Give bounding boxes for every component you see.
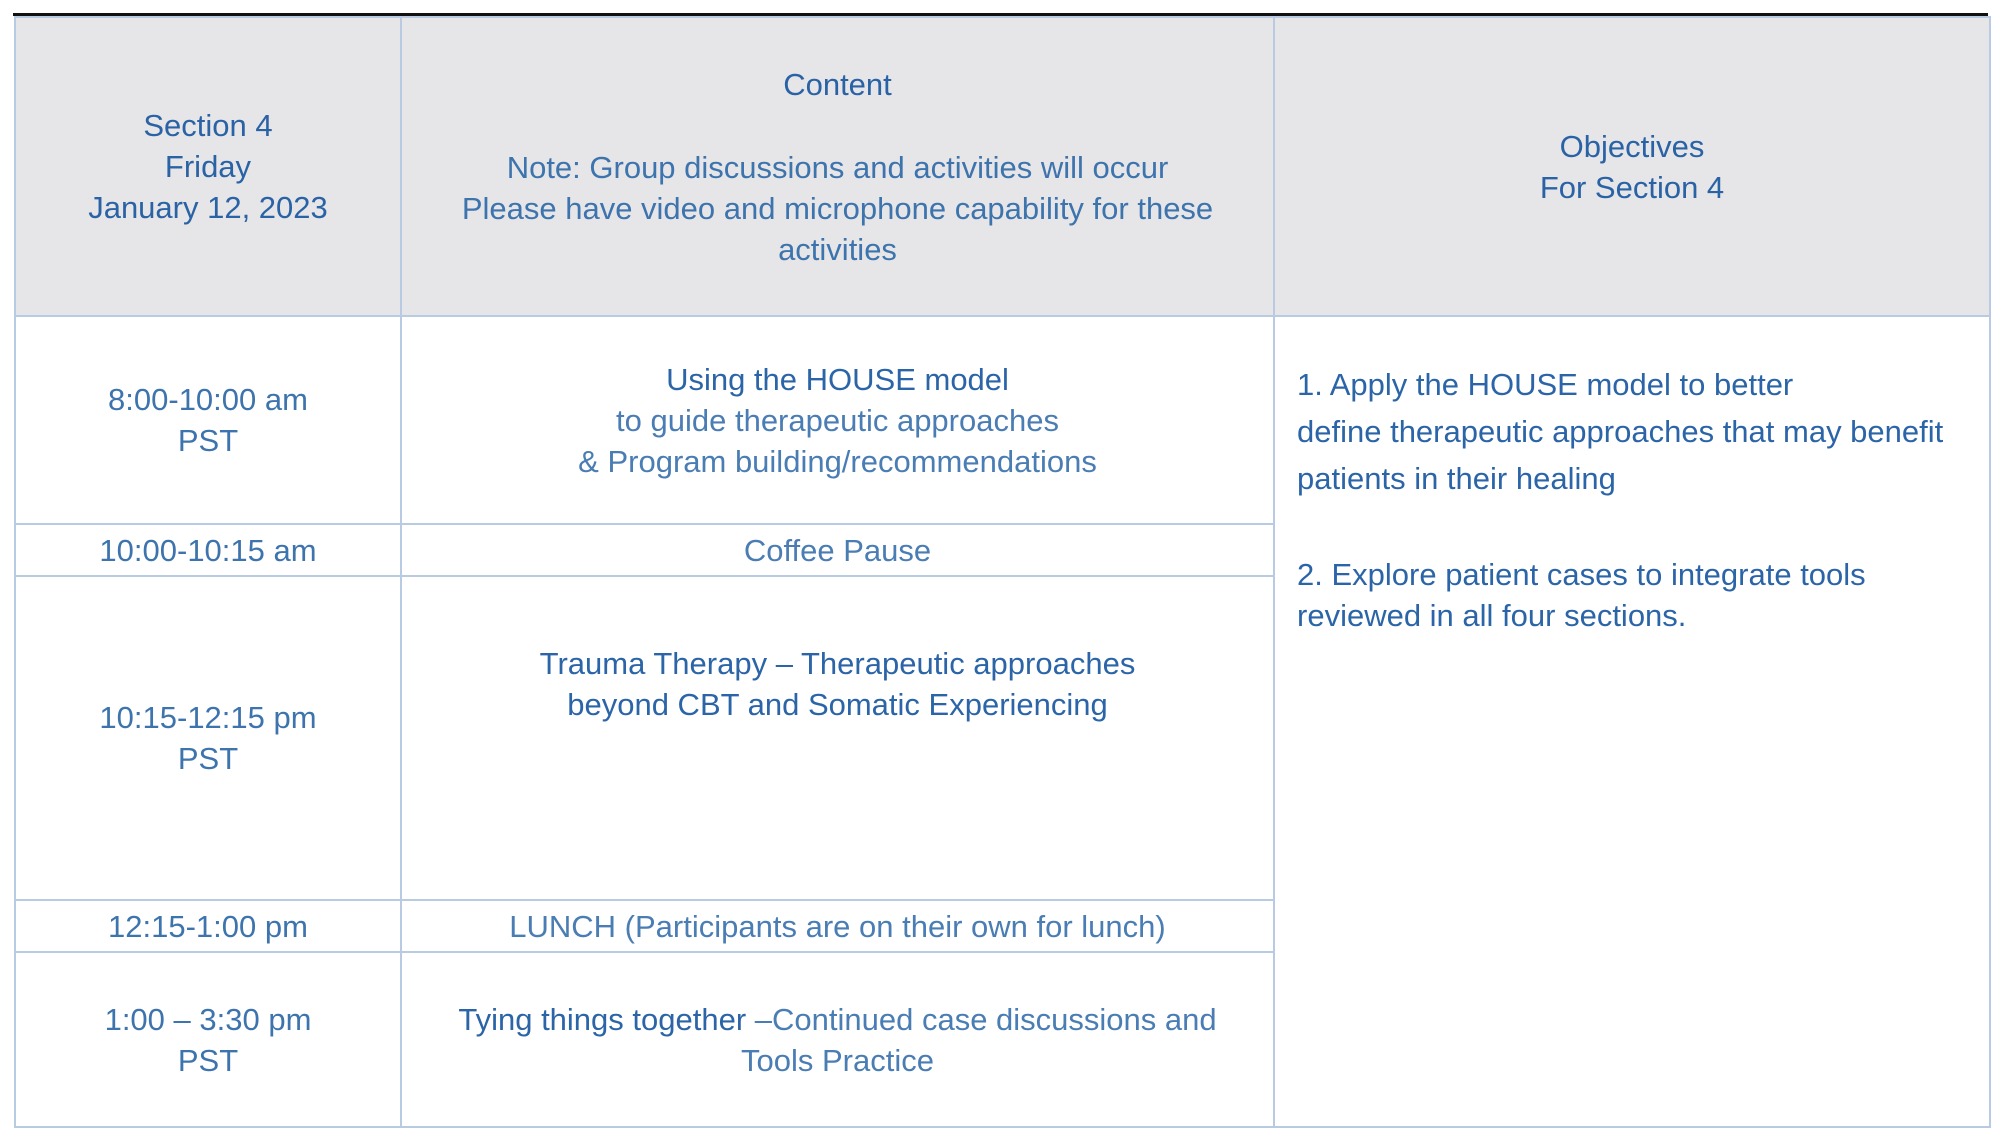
objective-line: define therapeutic approaches that may benefit bbox=[1297, 414, 1944, 449]
section-day: Friday bbox=[164, 149, 252, 184]
objective-line: 1. Apply the HOUSE model to better bbox=[1297, 367, 1794, 402]
session-title: LUNCH (Participants are on their own for lunch) bbox=[509, 908, 1166, 944]
session-title: Using the HOUSE model bbox=[666, 361, 1009, 397]
content-note-line3: activities bbox=[778, 231, 897, 267]
time-cell bbox=[15, 316, 401, 524]
objective-line: 2. Explore patient cases to integrate tools bbox=[1297, 557, 1866, 592]
objective-item bbox=[1297, 554, 1967, 636]
time-range: 8:00-10:00 am bbox=[108, 382, 308, 417]
section-label: Section 4 bbox=[143, 108, 273, 143]
objectives-title: Objectives bbox=[1559, 128, 1705, 164]
content-cell bbox=[401, 316, 1274, 524]
content-cell bbox=[401, 952, 1274, 1127]
session-detail: to guide therapeutic approaches bbox=[616, 402, 1059, 438]
session-title: Coffee Pause bbox=[743, 532, 932, 568]
schedule-table bbox=[14, 16, 1991, 1128]
table-row bbox=[15, 316, 1990, 524]
session-detail: –Continued case discussions and bbox=[746, 1001, 1217, 1037]
objectives-cell bbox=[1274, 316, 1990, 1127]
time-range: 1:00 – 3:30 pm bbox=[104, 1001, 312, 1037]
session-title: beyond CBT and Somatic Experiencing bbox=[567, 687, 1108, 722]
time-range: 10:15-12:15 pm bbox=[99, 700, 317, 735]
time-range: 12:15-1:00 pm bbox=[108, 908, 308, 944]
session-title: Tying things together bbox=[458, 1001, 747, 1037]
content-cell bbox=[401, 524, 1274, 576]
session-title: Trauma Therapy – Therapeutic approaches bbox=[539, 646, 1136, 681]
objectives-header-cell bbox=[1274, 17, 1990, 316]
objective-line: reviewed in all four sections. bbox=[1297, 598, 1687, 633]
section-header-cell bbox=[15, 17, 401, 316]
session-detail: & Program building/recommendations bbox=[578, 443, 1097, 479]
session-detail: Tools Practice bbox=[741, 1042, 934, 1078]
time-cell bbox=[15, 524, 401, 576]
content-cell bbox=[401, 576, 1274, 900]
section-date: January 12, 2023 bbox=[88, 190, 328, 225]
objective-line: patients in their healing bbox=[1297, 461, 1616, 496]
session-title-line bbox=[402, 999, 1273, 1040]
time-cell bbox=[15, 576, 401, 900]
table-header-row bbox=[15, 17, 1990, 316]
time-cell bbox=[15, 900, 401, 952]
content-header-cell bbox=[401, 17, 1274, 316]
time-zone: PST bbox=[177, 423, 239, 458]
content-cell bbox=[401, 900, 1274, 952]
objective-item bbox=[1297, 361, 1967, 502]
content-title: Content bbox=[783, 66, 892, 102]
content-note-line1: Note: Group discussions and activities will occur bbox=[506, 149, 1169, 185]
objectives-subtitle: For Section 4 bbox=[1539, 169, 1725, 205]
content-note-line2: Please have video and microphone capability for these bbox=[461, 190, 1214, 226]
time-zone: PST bbox=[177, 741, 239, 776]
time-zone: PST bbox=[177, 1042, 239, 1078]
time-cell bbox=[15, 952, 401, 1127]
time-range: 10:00-10:15 am bbox=[99, 532, 317, 568]
